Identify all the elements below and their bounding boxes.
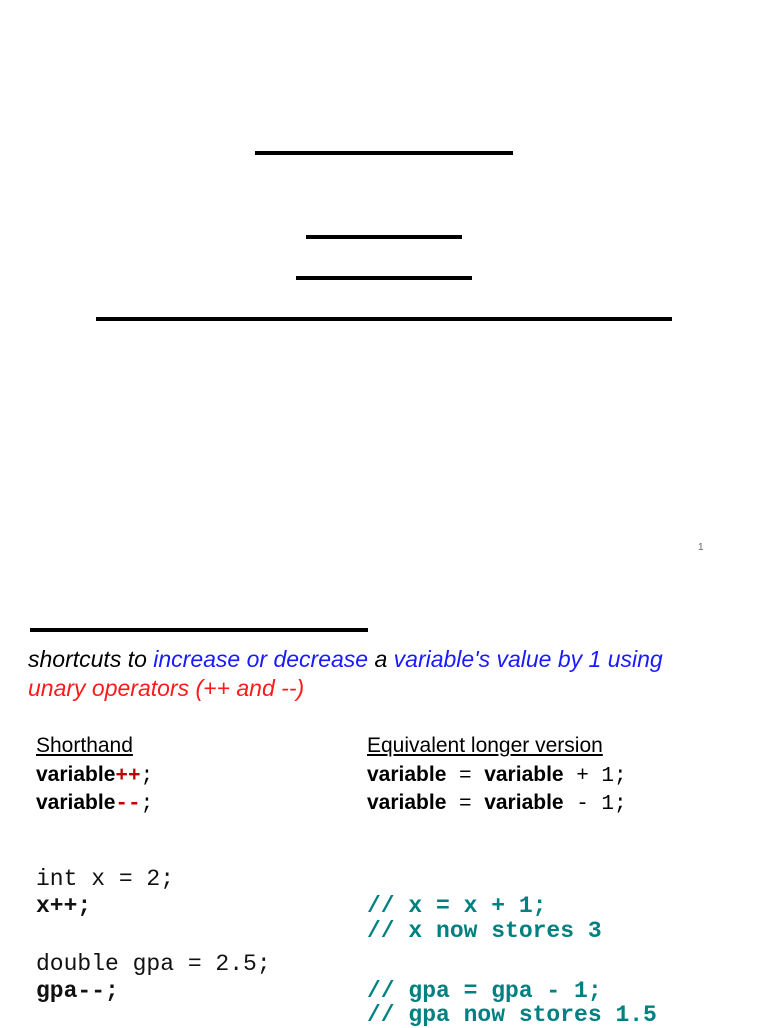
code-decrement-gpa: gpa--; — [36, 978, 119, 1004]
page-number: 1 — [698, 542, 704, 553]
heading-placeholder-line — [30, 628, 368, 632]
variable-label: variable — [36, 791, 116, 814]
comment-x-stores: // x now stores 3 — [367, 918, 602, 944]
comment-gpa-stores: // gpa now stores 1.5 — [367, 1002, 657, 1028]
minus-one: - 1; — [563, 793, 627, 816]
intro-text — [28, 645, 758, 703]
code-declare-gpa: double gpa = 2.5; — [36, 951, 271, 977]
plus-one: + 1; — [563, 765, 627, 788]
variable-label: variable — [367, 763, 447, 786]
intro-part-1: shortcuts to — [28, 646, 154, 672]
variable-label: variable — [367, 791, 447, 814]
code-increment-x: x++; — [36, 893, 92, 919]
semicolon: ; — [140, 793, 154, 816]
intro-part-2: increase or decrease — [153, 646, 369, 672]
variable-label: variable — [36, 763, 116, 786]
title-placeholder-line-1 — [255, 151, 513, 155]
title-placeholder-line-2 — [306, 235, 462, 239]
comment-x-equals: // x = x + 1; — [367, 893, 547, 919]
equals-sign: = — [446, 793, 485, 816]
comment-gpa-equals: // gpa = gpa - 1; — [367, 978, 602, 1004]
shorthand-increment — [36, 763, 153, 788]
shorthand-header: Shorthand — [36, 734, 133, 757]
longer-decrement — [367, 791, 627, 816]
intro-part-4: variable's value by 1 using — [393, 646, 663, 672]
equals-sign: = — [446, 765, 485, 788]
title-placeholder-line-4 — [96, 317, 672, 321]
intro-part-3: a — [368, 646, 394, 672]
shorthand-decrement — [36, 791, 153, 816]
longer-increment — [367, 763, 627, 788]
semicolon: ; — [140, 765, 154, 788]
variable-label: variable — [484, 763, 564, 786]
code-declare-x: int x = 2; — [36, 866, 175, 892]
intro-part-5: unary operators (++ and --) — [28, 675, 305, 701]
variable-label: variable — [484, 791, 564, 814]
title-placeholder-line-3 — [296, 276, 472, 280]
decrement-operator: -- — [115, 793, 141, 816]
increment-operator: ++ — [115, 765, 141, 788]
longer-version-header: Equivalent longer version — [367, 734, 603, 757]
